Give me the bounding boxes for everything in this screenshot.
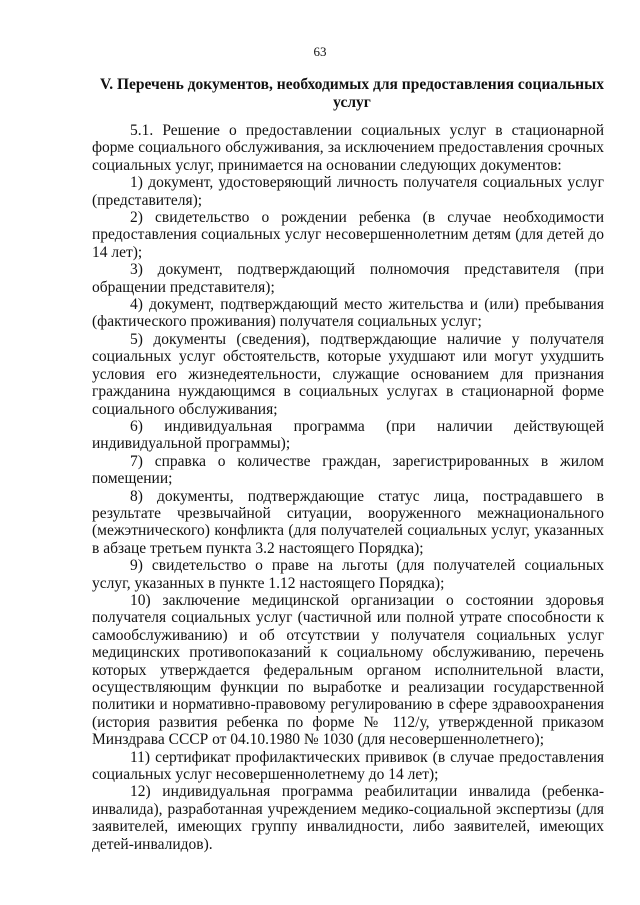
list-item-9: 9) свидетельство о праве на льготы (для получателей социальных услуг, указанных в пункте 1.12 настоящего Порядка);: [92, 557, 604, 592]
list-item-4: 4) документ, подтверждающий место жительства и (или) пребывания (фактического проживания) получателя социальных услуг;: [92, 296, 604, 331]
list-item-5: 5) документы (сведения), подтверждающие наличие у получателя социальных услуг обстоятельств, которые ухудшают или могут ухудшить условия его жизнедеятельности, служащие основанием для признания гражданина нуждающимся в социальных услугах в стационарной форме социального обслуживания;: [92, 330, 604, 418]
list-item-10: 10) заключение медицинской организации о состоянии здоровья получателя социальных услуг (частичной или полной утрате способности к самообслуживанию) и об отсутствии у получателя социальных услуг медицинских противопоказаний к социальному обслуживанию, перечень которых утверждается федеральным органом исполнительной власти, осуществляющим функции по выработке и реализации государственной политики и нормативно-правовому регулированию в сфере здравоохранения (история развития ребенка по форме № 112/у, утвержденной приказом Минздрава СССР от 04.10.1980 № 1030 (для несовершеннолетнего);: [92, 591, 604, 749]
section-title: V. Перечень документов, необходимых для предоставления социальных услуг: [100, 76, 604, 111]
page-number: 63: [313, 44, 327, 59]
list-item-1: 1) документ, удостоверяющий личность получателя социальных услуг (представителя);: [92, 174, 604, 209]
paragraph-5-1: 5.1. Решение о предоставлении социальных услуг в стационарной форме социального обслуживания, за исключением предоставления срочных социальных услуг, принимается на основании следующих документов:: [92, 122, 604, 174]
list-item-8: 8) документы, подтверждающие статус лица, пострадавшего в результате чрезвычайной ситуации, вооруженного межнационального (межэтнического) конфликта (для получателей социальных услуг, указанных в абзаце третьем пункта 3.2 настоящего Порядка);: [92, 487, 604, 557]
list-item-12: 12) индивидуальная программа реабилитации инвалида (ребенка-инвалида), разработанная учреждением медико-социальной экспертизы (для заявителей, имеющих группу инвалидности, либо заявителей, имеющих детей-инвалидов).: [92, 783, 604, 853]
list-item-6: 6) индивидуальная программа (при наличии действующей индивидуальной программы);: [92, 417, 604, 453]
list-item-7: 7) справка о количестве граждан, зарегистрированных в жилом помещении;: [92, 452, 604, 488]
document-body: [92, 122, 604, 853]
list-item-3: 3) документ, подтверждающий полномочия представителя (при обращении представителя);: [92, 261, 604, 296]
list-item-2: 2) свидетельство о рождении ребенка (в случае необходимости предоставления социальных услуг несовершеннолетним детям (для детей до 14 лет);: [92, 209, 604, 261]
list-item-11: 11) сертификат профилактических прививок (в случае предоставления социальных услуг несовершеннолетнему до 14 лет);: [92, 748, 604, 784]
